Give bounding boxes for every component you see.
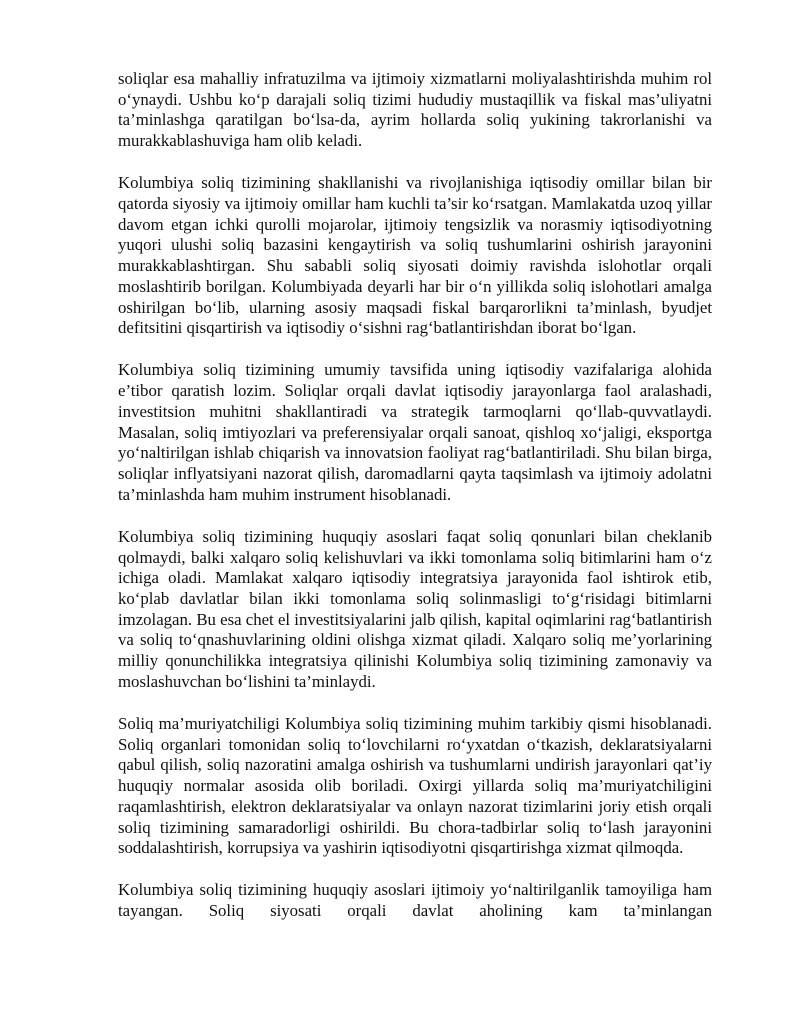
paragraph: Kolumbiya soliq tizimining huquqiy asoslari ijtimoiy yo‘naltirilganlik tamoyiliga ham tayangan. Soliq siyosati orqali davlat aholining kam ta’minlangan	[118, 880, 712, 921]
paragraph: Kolumbiya soliq tizimining umumiy tavsifida uning iqtisodiy vazifalariga alohida e’tibor qaratish lozim. Soliqlar orqali davlat iqtisodiy jarayonlarga faol aralashadi, investitsion muhitni shakllantiradi va strategik tarmoqlarni qo‘llab-quvvatlaydi. Masalan, soliq imtiyozlari va preferensiyalar orqali sanoat, qishloq xo‘jaligi, eksportga yo‘naltirilgan ishlab chiqarish va innovatsion faoliyat rag‘batlantiriladi. Shu bilan birga, soliqlar inflyatsiyani nazorat qilish, daromadlarni qayta taqsimlash va ijtimoiy adolatni ta’minlashda ham muhim instrument hisoblanadi.	[118, 360, 712, 504]
paragraph: Kolumbiya soliq tizimining shakllanishi va rivojlanishiga iqtisodiy omillar bilan bir qatorda siyosiy va ijtimoiy omillar ham kuchli ta’sir ko‘rsatgan. Mamlakatda uzoq yillar davom etgan ichki qurolli mojarolar, ijtimoiy tengsizlik va norasmiy iqtisodiyotning yuqori ulushi soliq bazasini kengaytirish va soliq tushumlarini oshirish jarayonini murakkablashtirgan. Shu sababli soliq siyosati doimiy ravishda islohotlar orqali moslashtirib borilgan. Kolumbiyada deyarli har bir o‘n yillikda soliq islohotlari amalga oshirilgan bo‘lib, ularning asosiy maqsadi fiskal barqarorlikni ta’minlash, byudjet defitsitini qisqartirish va iqtisodiy o‘sishni rag‘batlantirishdan iborat bo‘lgan.	[118, 173, 712, 338]
paragraph: Kolumbiya soliq tizimining huquqiy asoslari faqat soliq qonunlari bilan cheklanib qolmaydi, balki xalqaro soliq kelishuvlari va ikki tomonlama soliq bitimlarini ham o‘z ichiga oladi. Mamlakat xalqaro iqtisodiy integratsiya jarayonida faol ishtirok etib, ko‘plab davlatlar bilan ikki tomonlama soliq solinmasligi to‘g‘risidagi bitimlarni imzolagan. Bu esa chet el investitsiyalarini jalb qilish, kapital oqimlarini rag‘batlantirish va soliq to‘qnashuvlarining oldini olishga xizmat qiladi. Xalqaro soliq me’yorlarining milliy qonunchilikka integratsiya qilinishi Kolumbiya soliq tizimining zamonaviy va moslashuvchan bo‘lishini ta’minlaydi.	[118, 526, 712, 691]
paragraph: soliqlar esa mahalliy infratuzilma va ijtimoiy xizmatlarni moliyalashtirishda muhim rol o‘ynaydi. Ushbu ko‘p darajali soliq tizimi hududiy mustaqillik va fiskal mas’uliyatni ta’minlashga qaratilgan bo‘lsa-da, ayrim hollarda soliq yukining takrorlanishi va murakkablashuviga ham olib keladi.	[118, 69, 712, 151]
paragraph: Soliq ma’muriyatchiligi Kolumbiya soliq tizimining muhim tarkibiy qismi hisoblanadi. Soliq organlari tomonidan soliq to‘lovchilarni ro‘yxatdan o‘tkazish, deklaratsiyalarni qabul qilish, soliq nazoratini amalga oshirish va tushumlarni undirish jarayonlari qat’iy huquqiy normalar asosida olib boriladi. Oxirgi yillarda soliq ma’muriyatchiligini raqamlashtirish, elektron deklaratsiyalar va onlayn nazorat tizimlarini joriy etish orqali soliq tizimining samaradorligi oshirildi. Bu chora-tadbirlar soliq to‘lash jarayonini soddalashtirish, korrupsiya va yashirin iqtisodiyotni qisqartirishga xizmat qilmoqda.	[118, 713, 712, 858]
document-page	[118, 69, 712, 922]
